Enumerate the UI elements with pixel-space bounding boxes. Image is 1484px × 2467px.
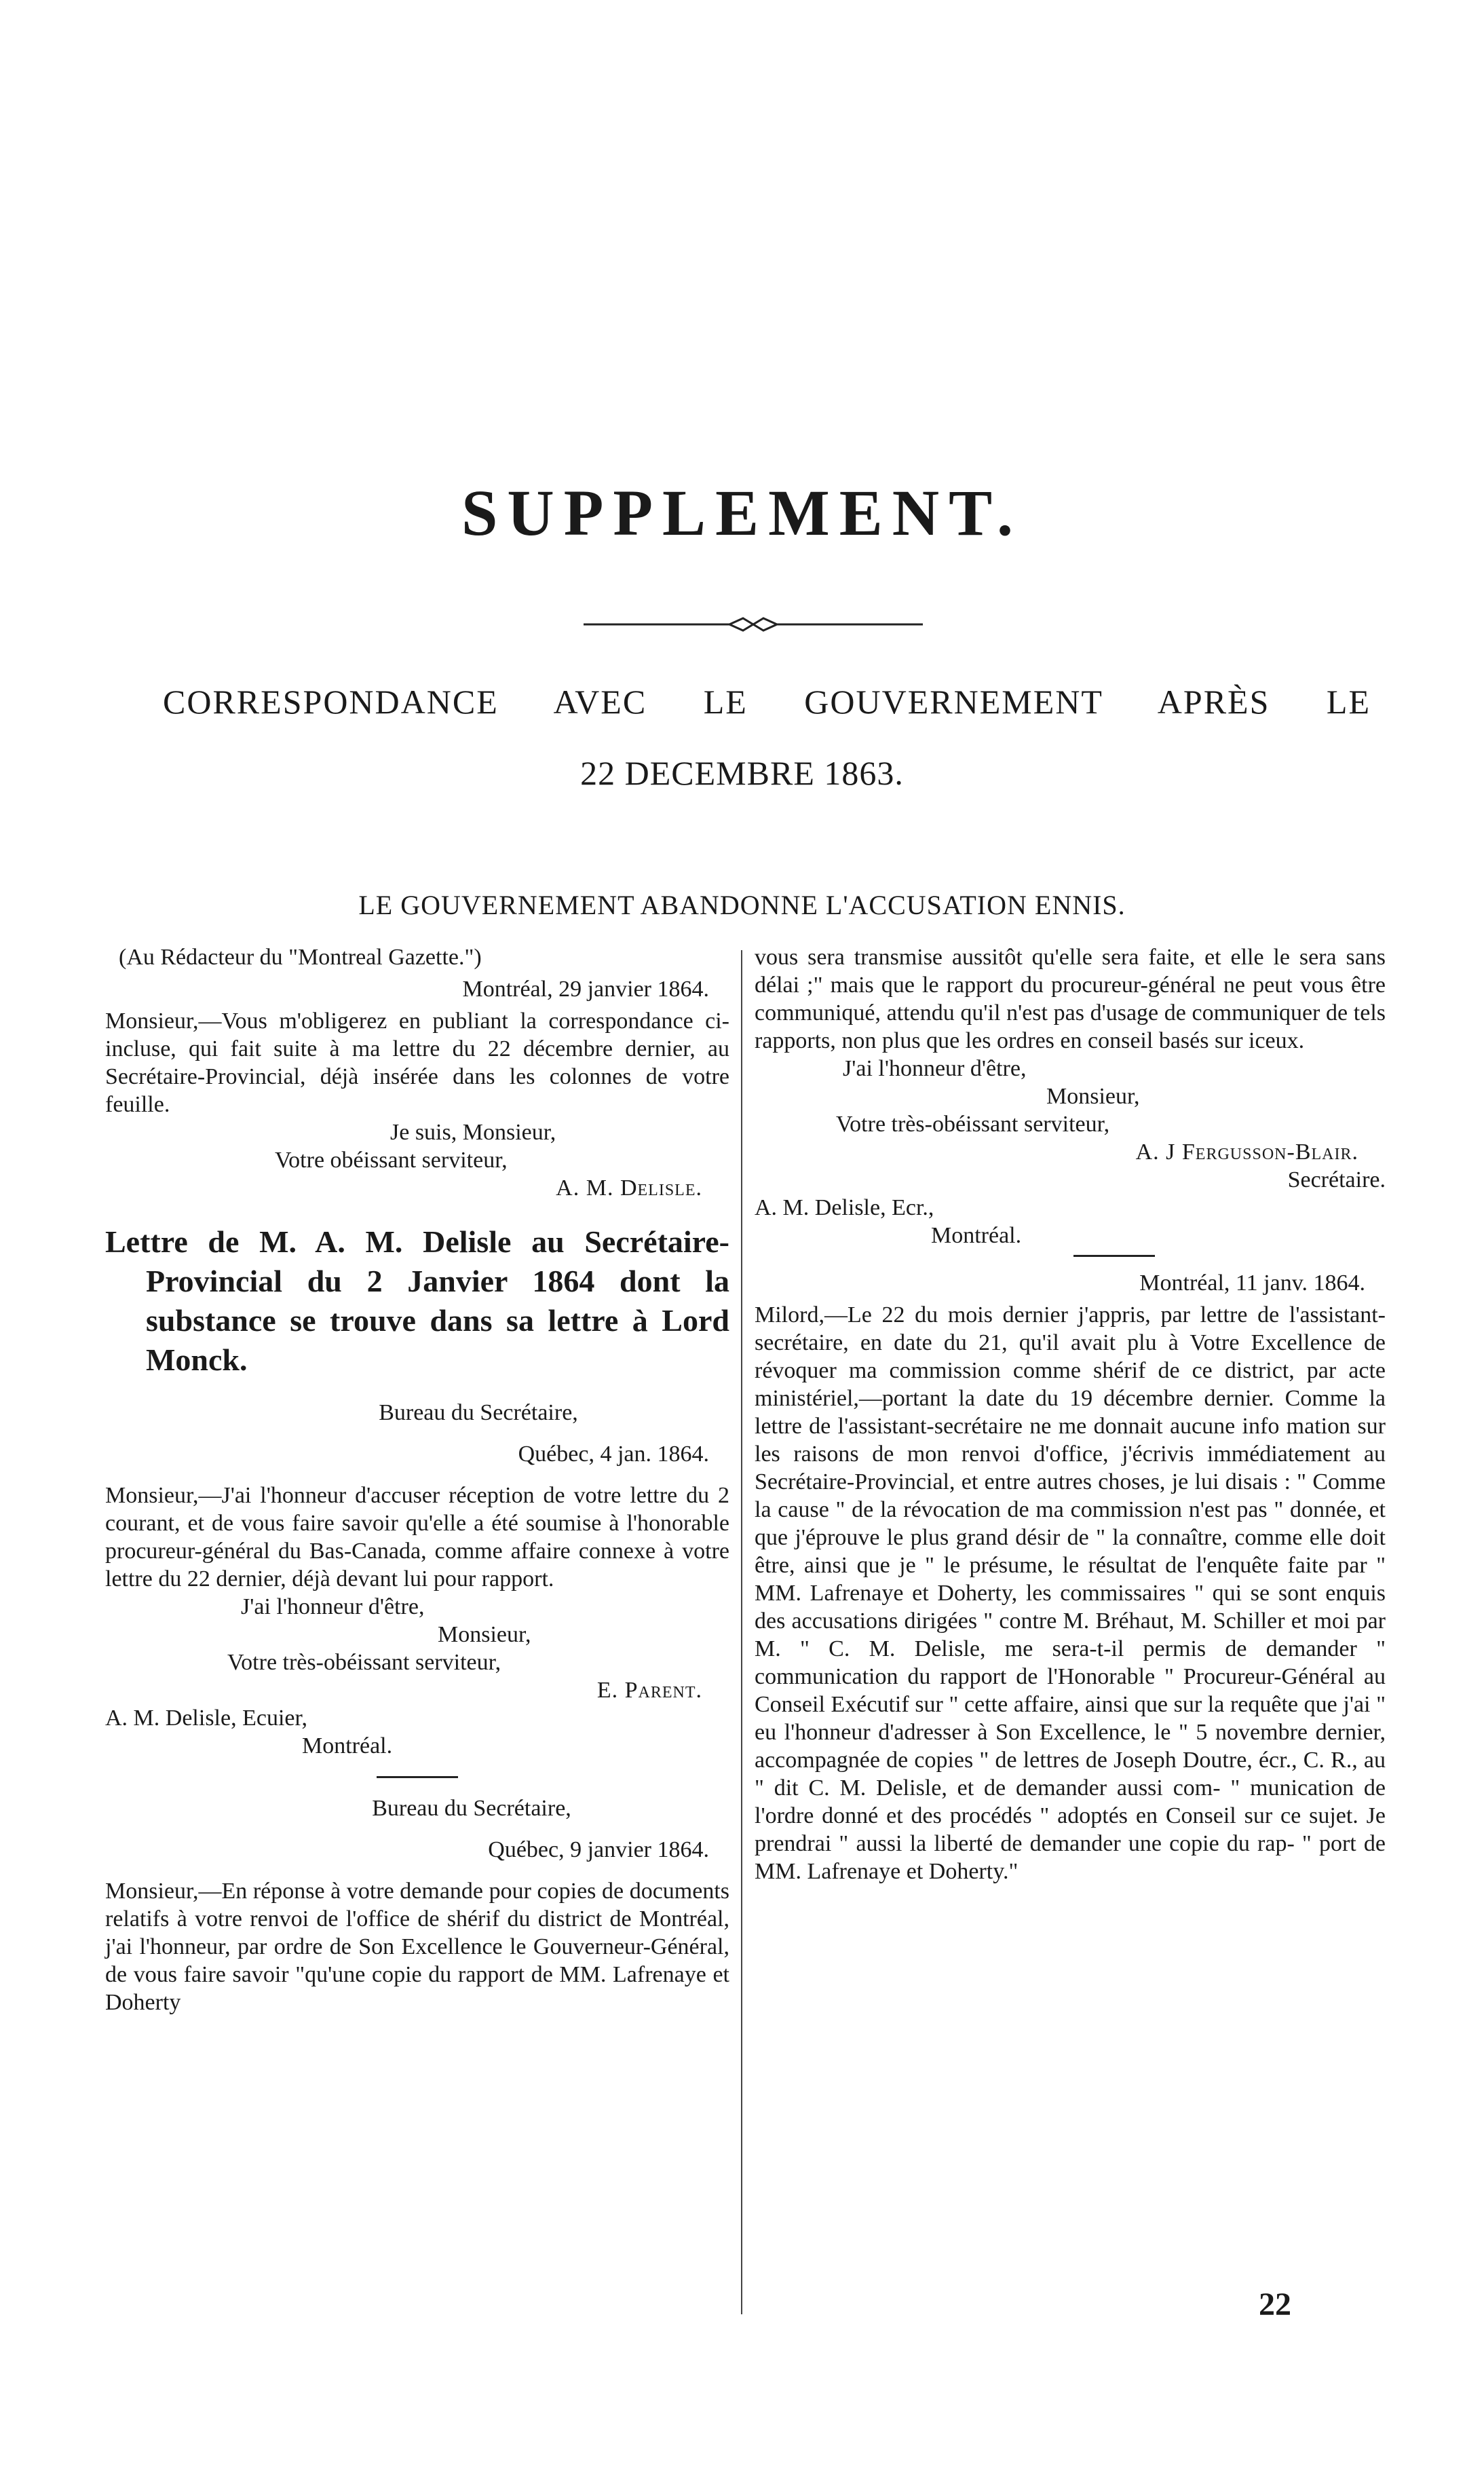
- paragraph: Monsieur,—Vous m'obligerez en publiant la correspondance ci-incluse, qui fait suite à ma lettre du 22 décembre dernier, au Secrétaire-Provincial, déjà insérée dans les colonnes de votre feuille.: [105, 1009, 729, 1117]
- office-line: Bureau du Secrétaire,: [372, 1796, 571, 1821]
- paragraph: Monsieur,—J'ai l'honneur d'accuser réception de votre lettre du 2 courant, et de vous faire savoir qu'elle a été soumise à l'honorable procureur-général du Bas-Canada, comme affaire connexe à votre lettre du 22 dernier, déjà devant lui pour rapport.: [105, 1483, 729, 1592]
- signature: E. Parent.: [596, 1678, 702, 1703]
- closing-line: J'ai l'honneur d'être,: [843, 1056, 1027, 1081]
- right-column: [755, 943, 1386, 1885]
- address-line: Montréal.: [931, 1223, 1022, 1248]
- closing-line: J'ai l'honneur d'être,: [241, 1594, 425, 1619]
- office-line: Bureau du Secrétaire,: [379, 1400, 578, 1425]
- column-divider: [741, 950, 742, 2314]
- editor-address: (Au Rédacteur du "Montreal Gazette."): [119, 945, 482, 970]
- paragraph: Milord,—Le 22 du mois dernier j'appris, par lettre de l'assistant-secrétaire, en date du 21, qu'il avait plu à Votre Excellence de révoquer ma commission comme shérif de ce district, par acte ministériel,—portant la date du 19 décembre dernier. Comme la lettre de l'assistant-secrétaire ne me donnait aucune info mation sur les raisons de mon renvoi d'office, j'écrivis immédiatement au Secrétaire-Provincial, et entre autres choses, je lui disais : " Comme la cause " de la révocation de ma commission n'est pas " donnée, et que j'éprouve le plus grand désir de " la connaître, comme elle doit être, ainsi que je " le présume, le résultat de l'enquête faite par " MM. Lafrenaye et Doherty, les commissaires " qui se sont enquis des accusations dirigées " contre M. Bréhaut, M. Schiller et moi par M. " C. M. Delisle, me sera-t-il permis de demander " communication du rapport de l'Honorable " Procureur-Général au Conseil Exécutif sur " cette affaire, ainsi que sur la requête que j'ai " eu l'honneur d'adresser à Son Excellence, le " 5 novembre dernier, accompagnée de copies " de lettres de Joseph Doutre, écr., C. R., au " dit C. M. Delisle, et de demander aussi com- " munication de l'ordre donné et des procédés " adoptés en Conseil sur ce sujet. Je prendrai " aussi la liberté de demander une copie du rap- " port de MM. Lafrenaye et Doherty.": [755, 1302, 1386, 1884]
- signature: A. M. Delisle.: [556, 1175, 702, 1201]
- page-title: SUPPLEMENT.: [461, 476, 1023, 549]
- left-column: [105, 943, 729, 2016]
- closing-line: Votre très-obéissant serviteur,: [836, 1112, 1110, 1137]
- dateline: Montréal, 11 janv. 1864.: [1139, 1270, 1365, 1296]
- address-line: A. M. Delisle, Ecr.,: [755, 1195, 934, 1220]
- dateline: Québec, 9 janvier 1864.: [488, 1837, 709, 1862]
- closing-line: Je suis, Monsieur,: [390, 1120, 556, 1145]
- main-heading-line1: CORRESPONDANCE AVEC LE GOUVERNEMENT APRÈS LE: [163, 683, 1371, 721]
- address-line: A. M. Delisle, Ecuier,: [105, 1706, 307, 1731]
- main-heading-line2: 22 DECEMBRE 1863.: [580, 754, 904, 792]
- page-number: 22: [1259, 2286, 1291, 2322]
- letter-title: Lettre de M. A. M. Delisle au Secrétaire-Provincial du 2 Janvier 1864 dont la substance se trouve dans sa lettre à Lord Monck.: [105, 1224, 729, 1377]
- separator-rule: [377, 1776, 458, 1778]
- closing-line: Votre très-obéissant serviteur,: [227, 1650, 501, 1675]
- signature: A. J Fergusson-Blair.: [1135, 1140, 1358, 1165]
- signature-role: Secrétaire.: [1287, 1167, 1386, 1192]
- closing-line: Votre obéissant serviteur,: [275, 1148, 508, 1173]
- closing-line: Monsieur,: [438, 1622, 531, 1647]
- dateline: Québec, 4 jan. 1864.: [518, 1442, 709, 1467]
- ornament-divider: [584, 614, 923, 635]
- separator-rule: [1073, 1255, 1155, 1257]
- closing-line: Monsieur,: [1046, 1084, 1140, 1109]
- dateline: Montréal, 29 janvier 1864.: [462, 977, 709, 1002]
- paragraph: vous sera transmise aussitôt qu'elle sera faite, et elle le sera sans délai ;" mais que le rapport du procureur-général ne peut vous être communiqué, attendu qu'il n'est pas d'usage de communiquer de tels rapports, non plus que les ordres en conseil basés sur iceux.: [755, 945, 1386, 1053]
- paragraph: Monsieur,—En réponse à votre demande pour copies de documents relatifs à votre renvoi de l'office de shérif du district de Montréal, j'ai l'honneur, par ordre de Son Excellence le Gouverneur-Général, de vous faire savoir "qu'une copie du rapport de MM. Lafrenaye et Doherty: [105, 1879, 729, 2015]
- section-title: LE GOUVERNEMENT ABANDONNE L'ACCUSATION ENNIS.: [358, 890, 1126, 920]
- address-line: Montréal.: [302, 1733, 393, 1758]
